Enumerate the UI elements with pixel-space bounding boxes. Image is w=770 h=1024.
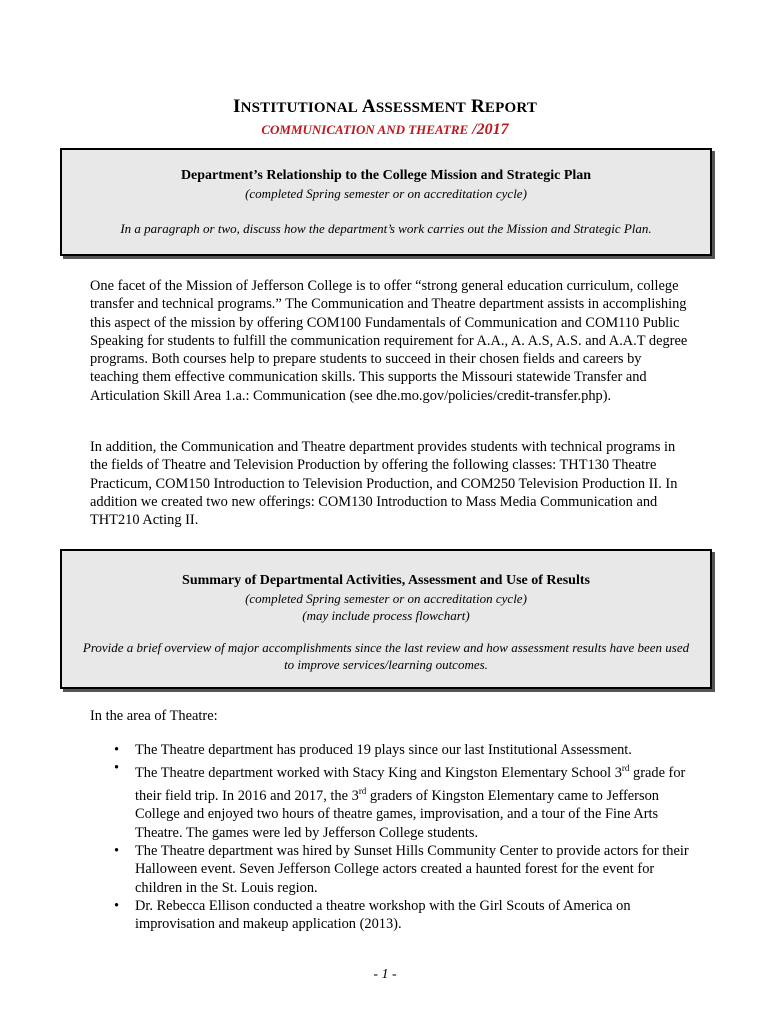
list-item: • The Theatre department was hired by Sunset Hills Community Center to provide actors for their Halloween event. Seven Jefferson College actors created a haunted forest for the event for children in the St. Louis region. bbox=[114, 843, 689, 896]
bullet-icon: • bbox=[114, 742, 120, 758]
mission-box-prompt: In a paragraph or two, discuss how the department’s work carries out the Mission and Strategic Plan. bbox=[120, 221, 652, 236]
mission-box-heading: Department’s Relationship to the College Mission and Strategic Plan bbox=[180, 168, 592, 183]
summary-box-prompt: Provide a brief overview of major accomplishments since the last review and how assessment results have been used to improve services/learning outcomes. bbox=[82, 640, 690, 672]
bullet-icon: • bbox=[114, 843, 120, 860]
bullet-icon: • bbox=[114, 897, 120, 914]
report-subtitle: COMMUNICATION AND THEATRE /2017 bbox=[261, 121, 509, 138]
summary-box-heading: Summary of Departmental Activities, Assessment and Use of Results bbox=[182, 573, 590, 588]
mission-paragraph-2: In addition, the Communication and Theatre department provides students with technical programs in the fields of Theatre and Television Production by offering the following classes: THT130 Theatre Practicum, COM150 Introduction to Television Production, and COM250 Television Production II. In addition we created two new offerings: COM130 Introduction to Mass Media Communication and THT210 Acting II. bbox=[90, 439, 678, 529]
summary-prompt-box bbox=[60, 549, 712, 689]
report-title: INSTITUTIONAL ASSESSMENT REPORT bbox=[232, 96, 538, 117]
mission-prompt-box bbox=[60, 148, 712, 256]
theatre-accomplishments-list bbox=[90, 741, 690, 934]
mission-paragraph-1: One facet of the Mission of Jefferson College is to offer “strong general education curriculum, college transfer and technical programs.” The Communication and Theatre department assists in accomplishing this aspect of the mission by offering COM100 Fundamentals of Communication and COM110 Public Speaking for students to fulfill the communication requirement for A.A., A. A.S, A.S. and A.A.T degree programs. Both courses help to prepare students to succeed in their chosen fields and careers by teaching them effective communication skills. This supports the Missouri statewide Transfer and Articulation Skill Area 1.a.: Communication (see dhe.mo.gov/policies/credit-transfer.php). bbox=[90, 278, 688, 404]
list-item: • The Theatre department worked with Stacy King and Kingston Elementary School 3rd grade for their field trip. In 2016 and 2017, the 3rd graders of Kingston Elementary came to Jefferson College and enjoyed two hours of theatre games, improvisation, and a tour of the Fine Arts Theatre. The games were led by Jefferson College students. bbox=[114, 760, 686, 841]
list-item: • Dr. Rebecca Ellison conducted a theatre workshop with the Girl Scouts of America on improvisation and makeup application (2013). bbox=[114, 897, 631, 933]
theatre-intro: In the area of Theatre: bbox=[90, 708, 218, 724]
mission-box-note: (completed Spring semester or on accreditation cycle) bbox=[245, 186, 527, 201]
summary-box-note-1: (completed Spring semester or on accreditation cycle) bbox=[245, 591, 527, 606]
page-number: - 1 - bbox=[373, 967, 397, 982]
summary-box-note-2: (may include process flowchart) bbox=[302, 608, 470, 623]
bullet-icon: • bbox=[114, 760, 120, 777]
list-item: • The Theatre department has produced 19 plays since our last Institutional Assessment. bbox=[114, 742, 632, 758]
